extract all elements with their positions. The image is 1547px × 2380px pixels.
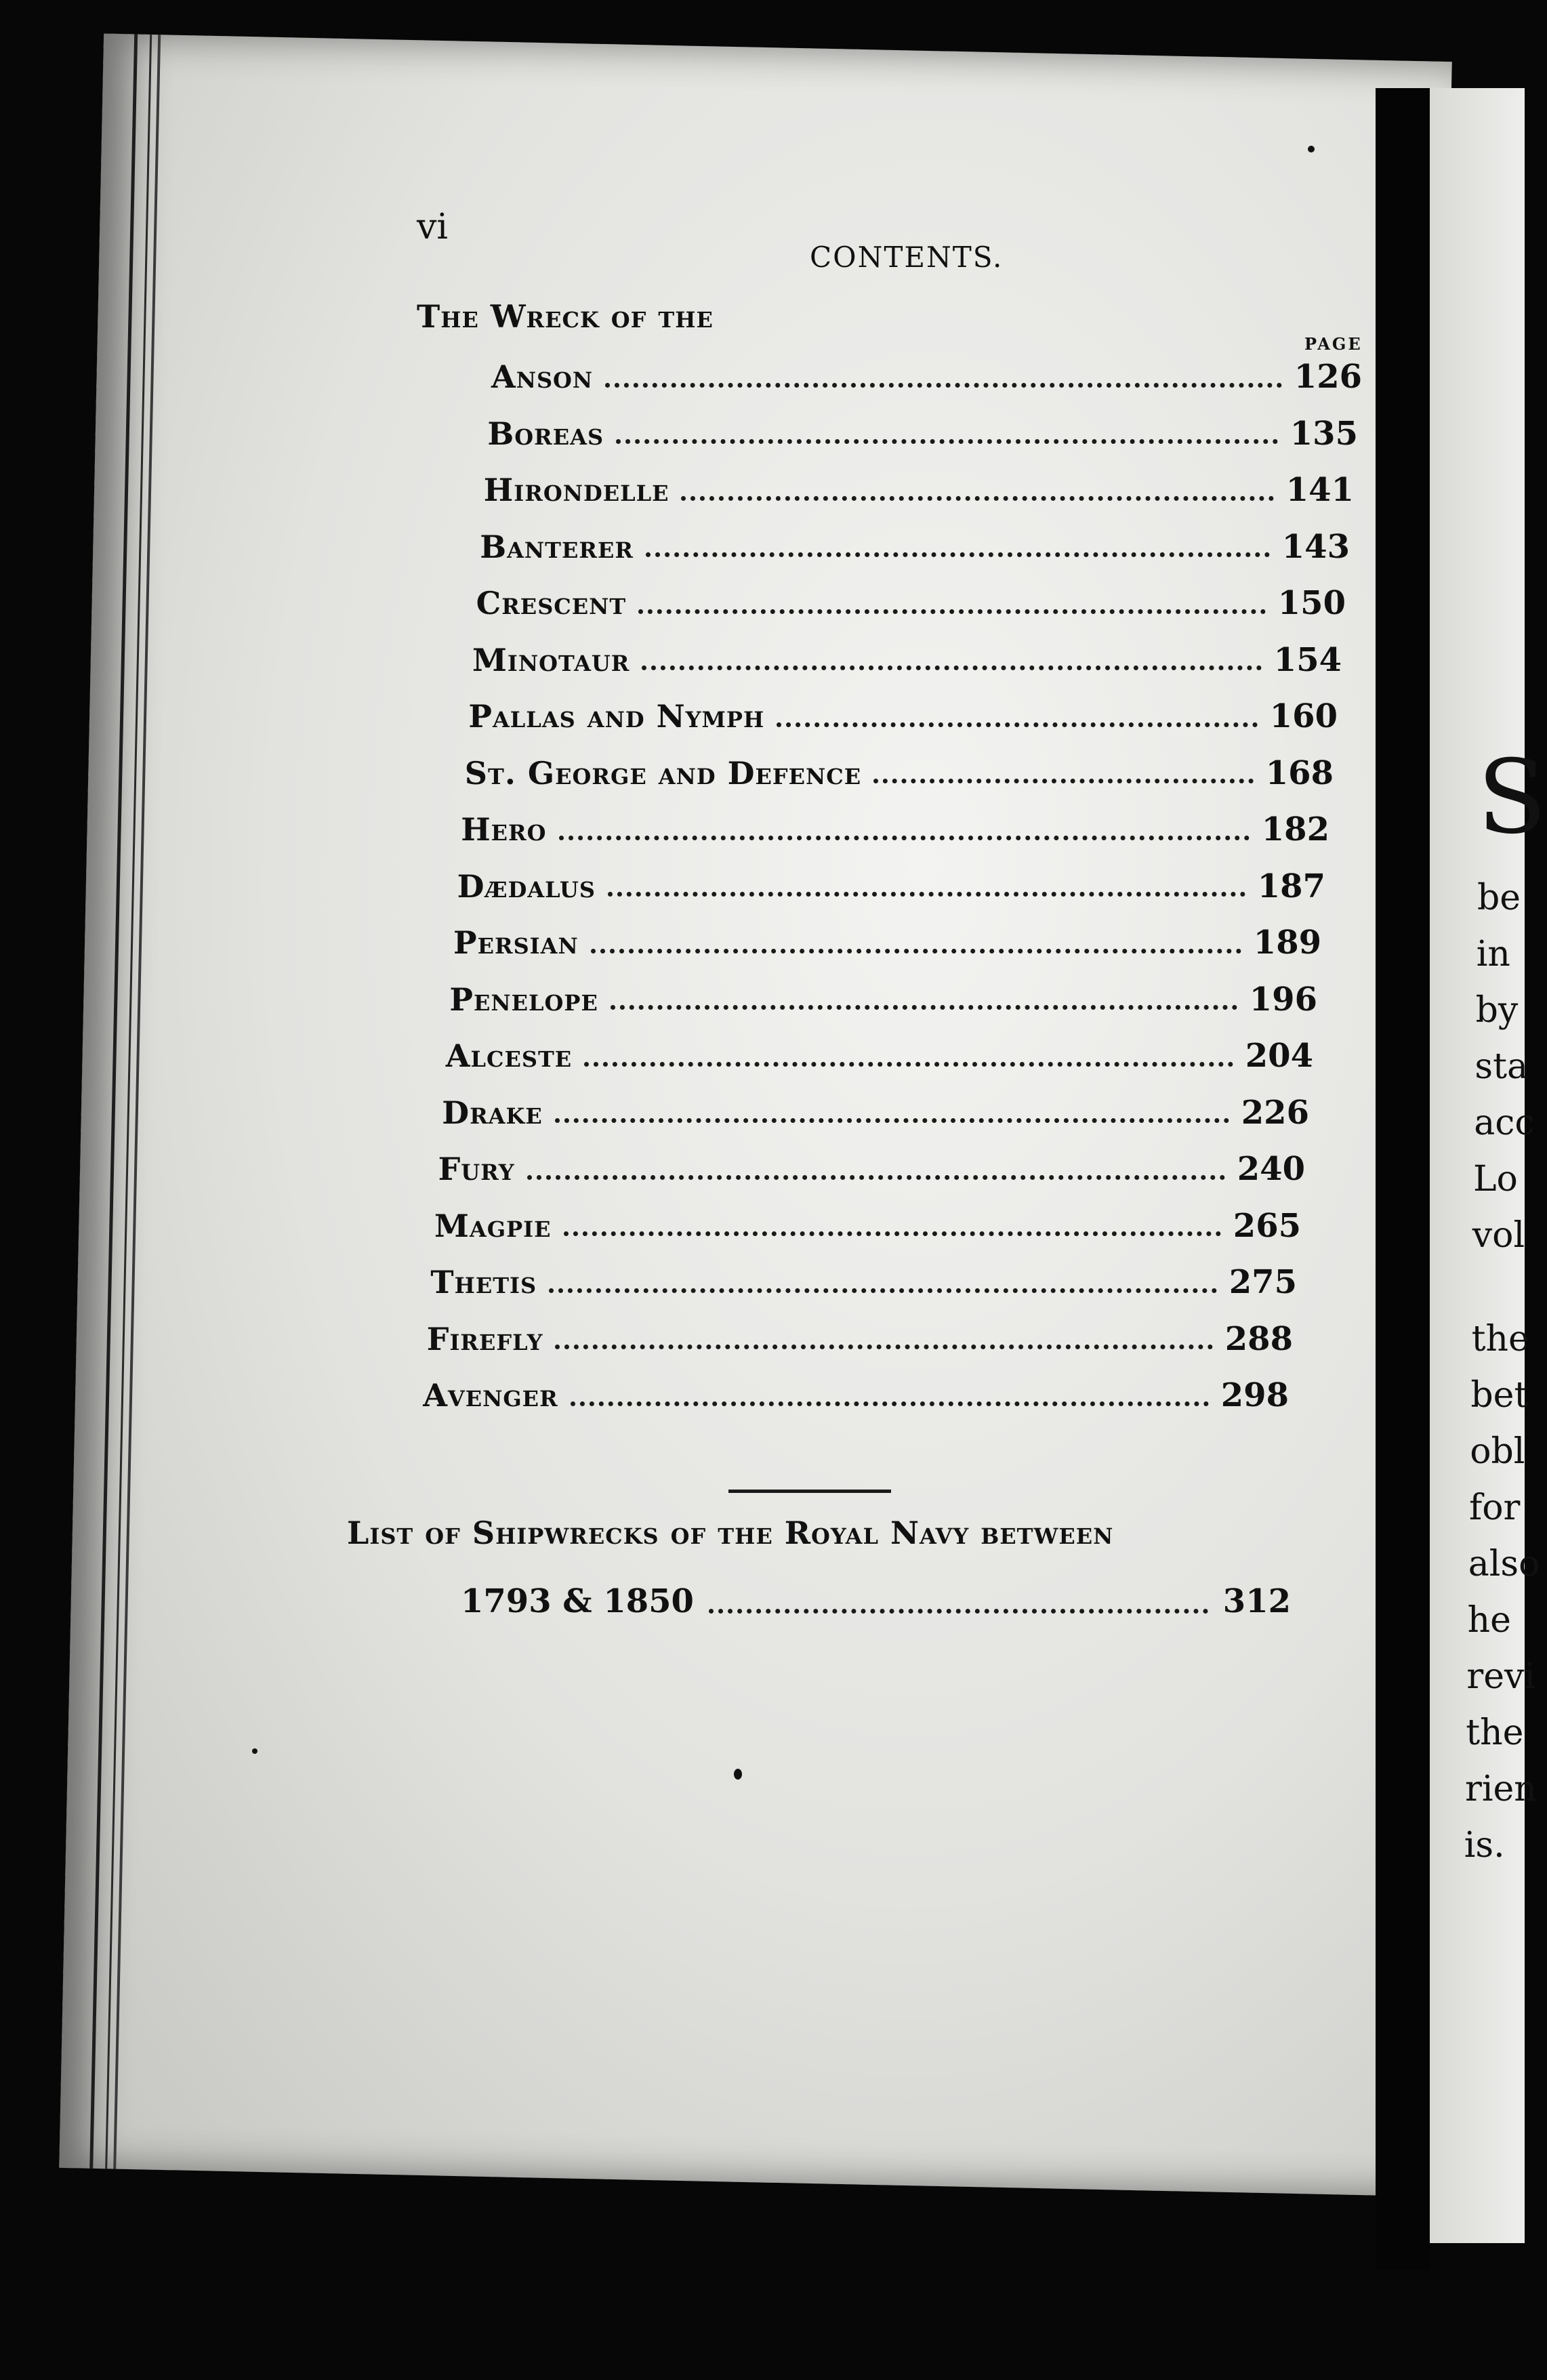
dot-leader [549,1288,1217,1293]
dot-leader [605,383,1282,388]
toc-entry-page: 288 [1224,1319,1293,1358]
dot-leader [591,949,1241,953]
toc-entry-title: Persian [453,924,579,961]
toc-entry [427,1320,1293,1361]
toc-entry [446,1037,1313,1078]
toc-entry-page: 168 [1265,754,1334,792]
facing-page-line: revi [1466,1656,1536,1697]
dot-leader [611,1005,1237,1010]
toc-entry-page: 298 [1220,1376,1289,1414]
section-heading: The Wreck of the [417,298,714,335]
toc-entry-title: Avenger [423,1377,558,1414]
toc-entry [457,867,1325,908]
dot-leader [564,1231,1221,1236]
toc-entry-page: 150 [1277,584,1346,622]
facing-page-line: be [1477,878,1521,918]
toc-entry-page: 182 [1261,811,1329,848]
facing-page-line: the [1466,1712,1524,1753]
toc-entry-title: Firefly [426,1320,543,1357]
toc-entry [491,358,1362,398]
toc-entry-title: Anson [491,358,594,395]
toc-entry-title: Drake [442,1094,543,1131]
facing-page-line: vol [1472,1215,1525,1256]
dot-leader [555,1345,1212,1349]
running-head: CONTENTS. [810,241,1004,274]
dot-leader [616,439,1278,444]
facing-page-line: acc [1474,1103,1535,1143]
dot-leader [555,1118,1229,1123]
facing-page-line: sta [1474,1046,1528,1087]
toc-entry-page: 141 [1285,471,1354,509]
dot-leader [709,1609,1208,1614]
dot-leader [527,1175,1225,1180]
toc-entry-title: Boreas [487,415,604,452]
ink-speck [1308,146,1315,152]
toc-entry [453,924,1321,964]
toc-entry [468,697,1338,738]
toc-entry-page: 240 [1237,1150,1305,1188]
page-column-label: PAGE [1304,334,1363,354]
toc-entry-title: Pallas and Nymph [468,698,765,735]
toc-entry-page: 196 [1249,980,1317,1019]
facing-page-line: rien [1465,1769,1537,1809]
list-years: 1793 & 1850 [461,1582,694,1620]
toc-entry-page: 160 [1269,697,1338,735]
facing-page-line: the [1471,1319,1529,1359]
facing-page-line: bet [1470,1375,1529,1416]
page-number: vi [417,207,449,247]
dot-leader [608,892,1245,897]
toc-entry [434,1207,1301,1248]
facing-page-line: in [1476,934,1510,974]
list-title: List of Shipwrecks of the Royal Navy between [347,1515,1114,1551]
toc-entry-page: 189 [1253,924,1321,962]
dot-leader [584,1062,1233,1067]
toc-entry-page: 143 [1281,527,1350,566]
toc-entry-title: Penelope [449,981,598,1018]
toc-entry-title: Crescent [476,585,627,621]
dot-leader [571,1401,1209,1406]
toc-entry [438,1150,1305,1191]
toc-entry-title: Fury [438,1151,515,1187]
toc-entry-title: Magpie [434,1207,552,1244]
toc-entry-title: Banterer [480,528,634,565]
toc-entry-page: 187 [1257,867,1325,905]
dot-leader [642,665,1261,670]
toc-entry-title: Hirondelle [483,472,669,508]
toc-entry-title: Minotaur [472,641,630,678]
toc-entry [465,754,1334,795]
dot-leader [559,836,1250,840]
toc-entry-title: Thetis [430,1264,537,1300]
toc-entry [423,1376,1289,1417]
toc-entry [449,981,1317,1021]
toc-entry-page: 204 [1245,1037,1313,1075]
toc-entry-title: Dædalus [457,867,596,905]
dot-leader [638,609,1266,614]
toc-entry-page: 265 [1233,1206,1301,1245]
toc-entry [484,471,1354,512]
toc-entry-page: 135 [1290,414,1358,453]
dot-leader [646,552,1270,557]
facing-page-line: Lo [1473,1159,1518,1199]
toc-entry [487,415,1358,455]
toc-entry-page: 126 [1294,358,1362,396]
toc-entry [472,641,1342,682]
facing-page-line: obl [1470,1431,1525,1472]
dot-leader [681,496,1273,501]
facing-page-line: also [1468,1544,1540,1584]
toc-entry-page: 275 [1229,1263,1297,1301]
facing-page-drop-cap: S [1477,739,1547,857]
dot-leader [777,722,1258,727]
ink-speck [252,1748,257,1754]
facing-page-line: for [1469,1488,1521,1528]
ink-speck [734,1769,742,1780]
toc-entry [476,584,1346,625]
facing-page-line: by [1475,990,1519,1031]
toc-entry-title: Alceste [445,1038,573,1074]
list-page-number: 312 [1222,1582,1291,1620]
facing-page-line: is. [1464,1825,1505,1866]
toc-entry [442,1094,1309,1134]
facing-page-line: he [1467,1600,1511,1641]
toc-entry [461,811,1329,851]
section-rule [728,1490,891,1493]
toc-entry [430,1263,1297,1304]
toc-entry-page: 226 [1241,1093,1309,1132]
dot-leader [873,779,1254,783]
toc-entry-page: 154 [1273,640,1342,679]
toc-entry [480,528,1350,569]
toc-entry-title: St. George and Defence [464,754,862,792]
toc-entry-title: Hero [461,811,547,848]
list-entry [461,1582,1291,1620]
